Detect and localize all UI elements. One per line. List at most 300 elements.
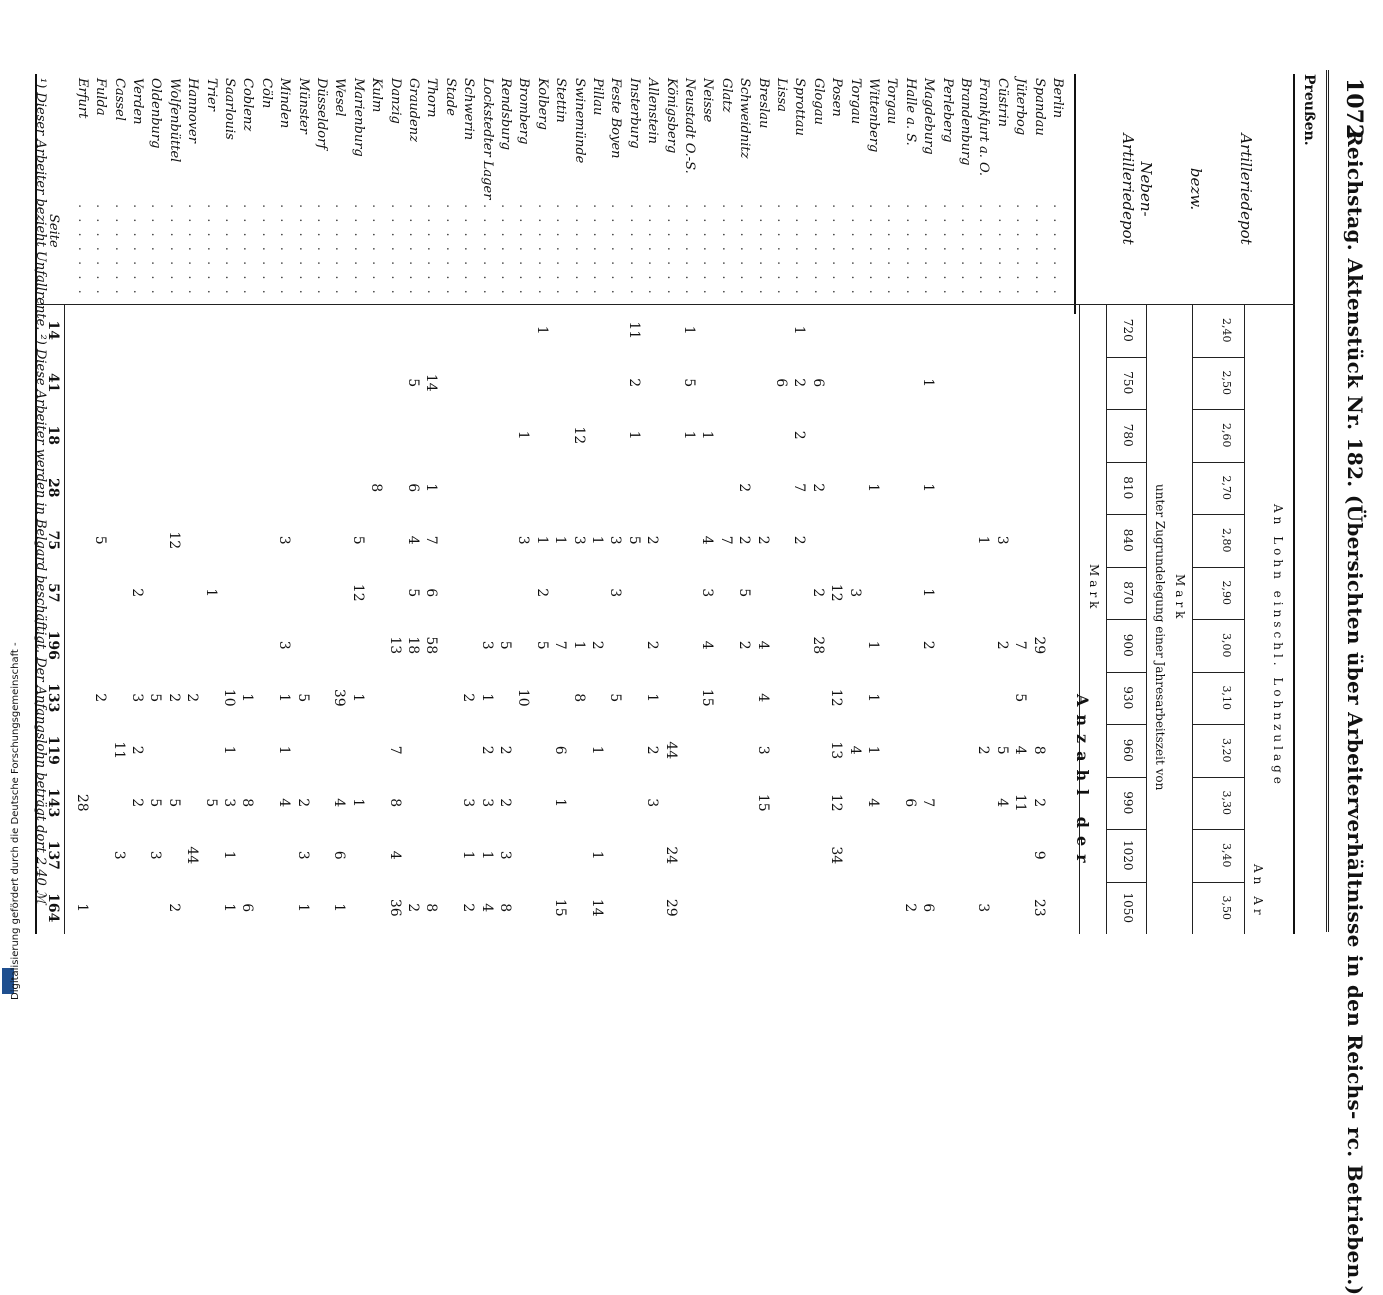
amount-col-divider (1107, 882, 1147, 883)
table-cell: 2 (294, 798, 311, 808)
leader-dots: . . . . . . . (369, 204, 385, 297)
rate-col-divider (1193, 514, 1245, 515)
table-cell: 4 (331, 798, 348, 808)
table-cell: 2 (460, 903, 477, 913)
rates-rule (1192, 304, 1193, 934)
depot-name: Feste Boyen (608, 78, 624, 159)
table-cell: 39 (331, 688, 348, 707)
depot-name: Bromberg (516, 78, 532, 145)
leader-dots: . . . . . . . (387, 204, 403, 297)
table-cell: 3 (975, 903, 992, 913)
leader-dots: . . . . . . . (921, 204, 937, 297)
table-cell: 2 (589, 640, 605, 650)
table-top-rule (1293, 74, 1295, 934)
table-cell: 9 (1030, 850, 1047, 860)
title-rule (1326, 70, 1329, 932)
leader-dots: . . . . . . . (718, 204, 734, 297)
table-cell: 6 (809, 378, 826, 388)
sum-cell: 14 (45, 320, 62, 340)
leader-dots: . . . . . . . (74, 204, 90, 297)
depot-name: Berlin (1050, 78, 1065, 119)
depot-header-line: Neben-Artilleriedepot (1119, 133, 1155, 245)
table-cell: 2 (736, 640, 753, 650)
table-cell: 7 (386, 745, 403, 755)
table-cell: 2 (901, 903, 918, 913)
table-cell: 1 (589, 850, 605, 860)
leader-dots: . . . . . . . (498, 204, 513, 297)
leader-dots: . . . . . . . (350, 204, 366, 297)
digitization-credit: Digitalisierung gefördert durch die Deutsche Forschungsgemeinschaft - (10, 642, 21, 1000)
leader-dots: . . . . . . . (277, 204, 293, 297)
table-cell: 29 (1030, 636, 1047, 655)
sum-cell: 57 (45, 583, 62, 603)
annual-amount-label: 810 (1121, 476, 1135, 500)
table-cell: 1 (644, 693, 661, 703)
sum-cell: 137 (45, 840, 62, 870)
table-cell: 6 (423, 588, 440, 598)
table-cell: 4 (754, 640, 771, 650)
depot-name: Wesel (332, 78, 348, 117)
leader-dots: . . . . . . . (866, 204, 881, 297)
depot-header-line: Artilleriedepot (1237, 133, 1255, 245)
table-cell: 2 (405, 903, 421, 913)
daily-rate-label: 3,10 (1220, 685, 1233, 710)
table-cell: 4 (846, 745, 863, 755)
annual-amount-label: 780 (1121, 423, 1135, 447)
table-cell: 4 (1012, 745, 1029, 755)
table-cell: 1 (589, 535, 605, 545)
table-cell: 7 (423, 535, 440, 545)
rate-col-divider (1193, 724, 1245, 725)
depot-name: Trier (203, 78, 219, 111)
depot-name: Graudenz (406, 78, 421, 142)
table-cell: 2 (791, 535, 808, 545)
table-cell: 2 (184, 693, 201, 703)
table-cell: 1 (221, 903, 237, 913)
annual-amount-label: 1050 (1121, 892, 1135, 924)
table-cell: 3 (607, 535, 624, 545)
leader-dots: . . . . . . . (406, 204, 421, 297)
table-cell: 5 (533, 640, 550, 650)
table-cell: 1 (681, 430, 697, 440)
depot-name: Saarlouis (222, 78, 237, 140)
table-cell: 2 (129, 798, 145, 808)
table-cell: 2 (92, 693, 109, 703)
table-cell: 3 (129, 693, 145, 703)
table-cell: 5 (405, 588, 421, 598)
daily-rate-label: 2,40 (1220, 318, 1233, 343)
unit-label-2: Mark (1087, 564, 1101, 613)
sum-cell: 164 (45, 893, 62, 923)
daily-rate-label: 3,30 (1220, 790, 1233, 815)
table-cell: 4 (405, 535, 421, 545)
depot-name: Düsseldorf (314, 78, 329, 150)
table-cell: 12 (349, 583, 366, 602)
depot-name: Neustadt O.-S. (682, 78, 697, 174)
daily-rate-label: 2,90 (1220, 580, 1233, 605)
rate-col-divider (1193, 829, 1245, 830)
table-cell: 3 (110, 850, 127, 860)
table-cell: 12 (570, 426, 587, 445)
sum-cell: 196 (45, 630, 62, 660)
table-cell: 5 (147, 693, 164, 703)
leader-dots: . . . . . . . (185, 204, 201, 297)
leader-dots: . . . . . . . (130, 204, 145, 297)
table-cell: 6 (901, 798, 918, 808)
sum-cell: 143 (45, 788, 62, 818)
table-cell: 1 (202, 588, 219, 598)
rate-col-divider (1193, 357, 1245, 358)
amount-col-divider (1107, 409, 1147, 410)
depot-header-line: bezw. (1187, 167, 1205, 211)
annual-amount-label: 930 (1121, 686, 1135, 710)
table-cell: 7 (791, 483, 808, 493)
depot-name: Stettin (553, 78, 569, 123)
table-cell: 6 (331, 850, 348, 860)
wage-table (45, 74, 1295, 934)
table-cell: 1 (276, 693, 293, 703)
table-cell: 1 (589, 745, 605, 755)
table-cell: 1 (349, 693, 366, 703)
leader-dots: . . . . . . . (479, 204, 495, 297)
leader-dots: . . . . . . . (1013, 204, 1029, 297)
depot-name: Danzig (387, 78, 403, 124)
leader-dots: . . . . . . . (534, 204, 550, 297)
table-cell: 13 (386, 636, 403, 655)
table-cell: 3 (497, 850, 513, 860)
table-cell: 4 (386, 850, 403, 860)
table-cell: 3 (478, 640, 495, 650)
table-cell: 5 (736, 588, 753, 598)
table-cell: 5 (405, 378, 421, 388)
annual-amount-label: 750 (1121, 371, 1135, 395)
depot-name: Verden (130, 78, 145, 125)
table-cell: 14 (423, 373, 440, 392)
table-cell: 44 (184, 846, 201, 865)
table-cell: 1 (920, 483, 937, 493)
depot-name: Insterburg (626, 78, 642, 149)
table-cell: 1 (423, 483, 440, 493)
table-cell: 5 (92, 535, 109, 545)
leader-dots: . . . . . . . (516, 204, 532, 297)
leader-dots: . . . . . . . (737, 204, 753, 297)
amount-col-divider (1107, 724, 1147, 725)
table-cell: 2 (644, 535, 661, 545)
annual-amount-label: 960 (1121, 738, 1135, 762)
table-cell: 11 (625, 321, 642, 340)
table-cell: 1 (865, 693, 881, 703)
table-cell: 12 (828, 583, 845, 602)
amount-col-divider (1107, 777, 1147, 778)
unit-label: Mark (1173, 574, 1187, 623)
table-cell: 1 (699, 430, 716, 440)
table-cell: 7 (920, 798, 937, 808)
table-cell: 2 (736, 535, 753, 545)
leader-dots: . . . . . . . (645, 204, 661, 297)
depot-name: Thorn (424, 78, 440, 118)
table-cell: 6 (920, 903, 937, 913)
table-cell: 2 (920, 640, 937, 650)
table-cell: 28 (73, 793, 90, 812)
table-cell: 24 (662, 846, 679, 865)
sum-cell: 28 (45, 478, 62, 498)
depot-name: Hannover (185, 78, 201, 143)
depot-name: Königsberg (663, 78, 679, 154)
depot-name: Rendsburg (498, 78, 513, 151)
table-cell: 3 (276, 535, 293, 545)
table-cell: 2 (129, 745, 145, 755)
depot-name: Posen (829, 78, 845, 117)
table-cell: 5 (1012, 693, 1029, 703)
table-cell: 58 (423, 636, 440, 655)
leader-dots: . . . . . . . (166, 204, 182, 297)
leader-dots: . . . . . . . (976, 204, 992, 297)
sum-label: Seite (46, 214, 62, 248)
table-cell: 6 (239, 903, 256, 913)
table-cell: 5 (625, 535, 642, 545)
table-cell: 4 (478, 903, 495, 913)
depot-name: Torgau (884, 78, 900, 125)
table-cell: 1 (791, 325, 808, 335)
leader-dots: . . . . . . . (424, 204, 440, 297)
table-cell: 4 (754, 693, 771, 703)
depot-name: Breslau (755, 78, 771, 129)
annual-amount-label: 720 (1121, 318, 1135, 342)
table-cell: 2 (644, 745, 661, 755)
table-cell: 1 (515, 430, 532, 440)
table-cell: 15 (754, 793, 771, 812)
table-cell: 8 (423, 903, 440, 913)
depot-name: Stade (442, 78, 458, 116)
leader-dots: . . . . . . . (700, 204, 716, 297)
depot-name: Coblenz (240, 78, 256, 132)
rate-col-divider (1193, 619, 1245, 620)
leader-dots: . . . . . . . (553, 204, 569, 297)
table-cell: 5 (294, 693, 311, 703)
table-cell: 1 (478, 693, 495, 703)
table-cell: 11 (110, 741, 127, 760)
table-cell: 2 (533, 588, 550, 598)
leader-dots: . . . . . . . (663, 204, 679, 297)
table-cell: 2 (993, 640, 1010, 650)
leader-dots: . . . . . . . (608, 204, 624, 297)
daily-rate-label: 3,20 (1220, 738, 1233, 763)
table-cell: 2 (1030, 798, 1047, 808)
table-cell: 3 (221, 798, 237, 808)
leader-dots: . . . . . . . (93, 204, 109, 297)
table-cell: 2 (791, 378, 808, 388)
table-cell: 6 (405, 483, 421, 493)
leader-dots: . . . . . . . (626, 204, 642, 297)
table-cell: 2 (497, 798, 513, 808)
wage-header: An Lohn einschl. Lohnzulage (1271, 504, 1285, 788)
table-cell: 13 (828, 741, 845, 760)
table-cell: 1 (681, 325, 697, 335)
table-cell: 15 (552, 898, 569, 917)
table-cell: 36 (386, 898, 403, 917)
depot-name: Sprottau (792, 78, 808, 136)
amount-col-divider (1107, 672, 1147, 673)
table-cell: 12 (828, 793, 845, 812)
table-cell: 1 (920, 378, 937, 388)
amount-col-divider (1107, 514, 1147, 515)
basis-header: unter Zugrundelegung einer Jahresarbeitszeit von (1153, 484, 1167, 791)
table-cell: 2 (809, 483, 826, 493)
table-cell: 1 (276, 745, 293, 755)
table-cell: 1 (221, 745, 237, 755)
table-cell: 8 (1030, 745, 1047, 755)
table-cell: 7 (552, 640, 569, 650)
table-cell: 4 (276, 798, 293, 808)
table-cell: 2 (497, 745, 513, 755)
table-cell: 4 (699, 535, 716, 545)
table-cell: 2 (165, 693, 182, 703)
table-cell: 2 (975, 745, 992, 755)
leader-dots: . . . . . . . (461, 204, 477, 297)
depot-name: Brandenburg (958, 78, 973, 166)
table-cell: 1 (349, 798, 366, 808)
table-cell: 44 (662, 741, 679, 760)
depot-name: Torgau (847, 78, 863, 125)
table-cell: 3 (607, 588, 624, 598)
daily-rate-label: 3,00 (1220, 633, 1233, 658)
sub-header-left: An Ar (1251, 864, 1265, 919)
annual-amount-label: 900 (1121, 633, 1135, 657)
daily-rate-label: 2,50 (1220, 370, 1233, 395)
table-cell: 5 (202, 798, 219, 808)
depot-name: Perleberg (939, 78, 955, 143)
depot-name: Kolberg (534, 78, 550, 130)
daily-rate-label: 2,80 (1220, 528, 1233, 553)
table-cell: 2 (129, 588, 145, 598)
table-cell: 34 (828, 846, 845, 865)
depot-name: Cöln (258, 78, 274, 109)
leader-dots: . . . . . . . (810, 204, 826, 297)
leader-dots: . . . . . . . (829, 204, 845, 297)
table-cell: 1 (865, 640, 881, 650)
depot-name: Schwerin (461, 78, 477, 141)
depot-name: Schweidnitz (737, 78, 753, 159)
leader-dots: . . . . . . . (792, 204, 808, 297)
table-cell: 1 (533, 535, 550, 545)
leader-dots: . . . . . . . (994, 204, 1010, 297)
depot-name: Fulda (93, 78, 109, 116)
sum-cell: 41 (45, 373, 62, 393)
table-cell: 2 (625, 378, 642, 388)
leader-dots: . . . . . . . (847, 204, 863, 297)
table-cell: 3 (147, 850, 164, 860)
table-cell: 3 (276, 640, 293, 650)
annual-amount-label: 1020 (1121, 839, 1135, 871)
depot-name: Münster (295, 78, 311, 134)
leader-dots: . . . . . . . (755, 204, 771, 297)
table-cell: 3 (570, 535, 587, 545)
table-cell: 5 (165, 798, 182, 808)
table-cell: 15 (699, 688, 716, 707)
depot-name: Cassel (111, 78, 127, 121)
amount-col-divider (1107, 567, 1147, 568)
leader-dots: . . . . . . . (111, 204, 127, 297)
table-cell: 1 (331, 903, 348, 913)
table-cell: 4 (865, 798, 881, 808)
sum-cell: 75 (45, 530, 62, 550)
table-cell: 29 (662, 898, 679, 917)
table-cell: 1 (552, 798, 569, 808)
table-cell: 3 (515, 535, 532, 545)
sum-cell: 119 (45, 735, 62, 765)
sum-top-rule (64, 304, 65, 934)
amount-col-divider (1107, 357, 1147, 358)
table-cell: 1 (73, 903, 90, 913)
depot-name: Lockstedter Lager (479, 78, 495, 200)
table-cell: 10 (515, 688, 532, 707)
depot-name: Halle a. S. (902, 78, 918, 146)
amount-col-divider (1107, 462, 1147, 463)
table-cell: 1 (460, 850, 477, 860)
table-cell: 1 (865, 745, 881, 755)
depot-name: Magdeburg (921, 78, 937, 155)
rate-col-divider (1193, 567, 1245, 568)
table-cell: 1 (478, 850, 495, 860)
table-cell: 12 (828, 688, 845, 707)
depot-name: Spandau (1031, 78, 1047, 136)
table-cell: 5 (607, 693, 624, 703)
leader-dots: . . . . . . . (1050, 204, 1065, 297)
table-cell: 2 (736, 483, 753, 493)
leader-dots: . . . . . . . (774, 204, 789, 297)
leader-dots: . . . . . . . (1031, 204, 1047, 297)
table-cell: 3 (294, 850, 311, 860)
depot-name: Minden (277, 78, 293, 129)
annual-amount-label: 840 (1121, 528, 1135, 552)
table-cell: 11 (1012, 793, 1029, 812)
depot-name: Pillau (590, 78, 605, 116)
leader-dots: . . . . . . . (314, 204, 329, 297)
annual-amount-label: 870 (1121, 581, 1135, 605)
leader-dots: . . . . . . . (571, 204, 587, 297)
depot-name: Glogau (810, 78, 826, 125)
depot-name: Marienburg (350, 78, 366, 157)
table-cell: 10 (221, 688, 237, 707)
table-cell: 2 (165, 903, 182, 913)
table-cell: 4 (699, 640, 716, 650)
header-sep-rule (1074, 74, 1076, 314)
table-cell: 1 (570, 640, 587, 650)
table-cell: 8 (386, 798, 403, 808)
daily-rate-label: 2,60 (1220, 423, 1233, 448)
table-cell: 14 (589, 898, 605, 917)
leader-dots: . . . . . . . (442, 204, 458, 297)
depot-name: Wittenberg (866, 78, 881, 153)
leader-dots: . . . . . . . (884, 204, 900, 297)
leader-dots: . . . . . . . (148, 204, 164, 297)
table-cell: 5 (349, 535, 366, 545)
depot-name: Glatz (718, 78, 734, 113)
table-cell: 5 (681, 378, 697, 388)
leader-dots: . . . . . . . (902, 204, 918, 297)
leader-dots: . . . . . . . (590, 204, 605, 297)
daily-rate-label: 3,50 (1220, 895, 1233, 920)
annual-amount-label: 990 (1121, 791, 1135, 815)
leader-dots: . . . . . . . (939, 204, 955, 297)
rate-col-divider (1193, 462, 1245, 463)
rate-col-divider (1193, 672, 1245, 673)
depot-name: Cüstrin (994, 78, 1010, 127)
table-cell: 1 (533, 325, 550, 335)
table-cell: 12 (165, 531, 182, 550)
leader-dots: . . . . . . . (258, 204, 274, 297)
table-cell: 6 (773, 378, 789, 388)
